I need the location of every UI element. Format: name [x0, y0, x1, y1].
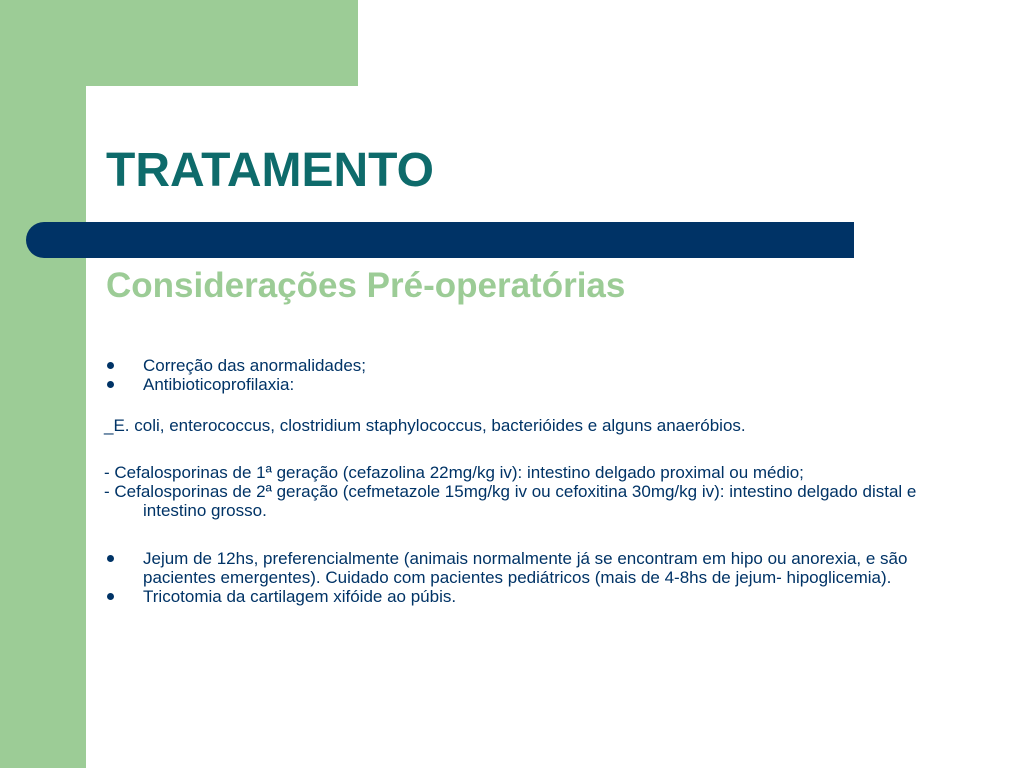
cephalosporin-line: - Cefalosporinas de 1ª geração (cefazolina 22mg/kg iv): intestino delgado proximal ou médio;: [104, 463, 804, 482]
slide-body: [104, 356, 964, 606]
decorative-navy-bar: [26, 222, 854, 258]
bullet-item: Correção das anormalidades;: [104, 356, 964, 375]
slide-subtitle: Considerações Pré-operatórias: [106, 266, 626, 305]
slide-title: TRATAMENTO: [106, 144, 434, 197]
cephalosporin-line: - Cefalosporinas de 2ª geração (cefmetazole 15mg/kg iv ou cefoxitina 30mg/kg iv): intestino delgado distal e intestino grosso.: [104, 482, 917, 520]
decorative-green-header: [0, 0, 358, 86]
decorative-green-sidebar: [0, 0, 86, 768]
bullet-item: Jejum de 12hs, preferencialmente (animais normalmente já se encontram em hipo ou anorexia, e são pacientes emergentes). Cuidado com pacientes pediátricos (mais de 4-8hs de jejum- hipoglicemia).: [104, 549, 964, 587]
bullet-item: Antibioticoprofilaxia:: [104, 375, 964, 394]
organisms-line: _E. coli, enterococcus, clostridium staphylococcus, bacterióides e alguns anaeróbios.: [104, 416, 746, 435]
bullet-item: Tricotomia da cartilagem xifóide ao púbis.: [104, 587, 964, 606]
